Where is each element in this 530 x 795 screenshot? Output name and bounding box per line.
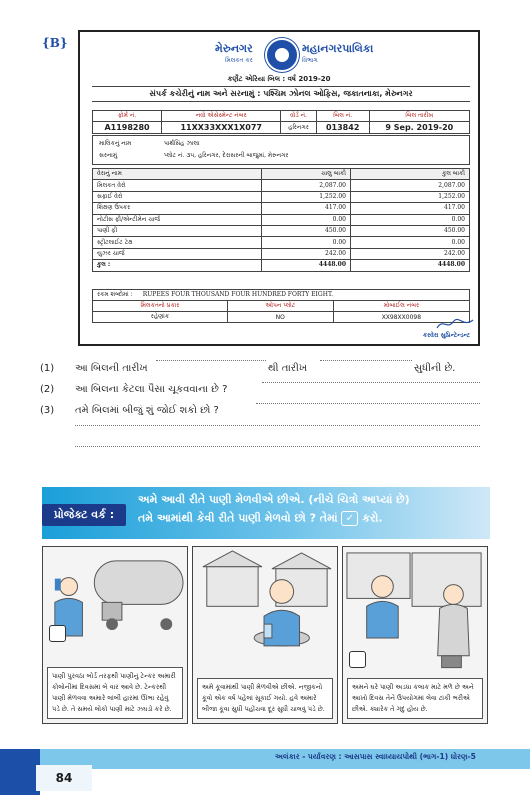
tax-header: વેરાનું નામ	[93, 169, 262, 180]
tax-table	[92, 168, 470, 272]
amount-in-words-value: RUPEES FOUR THOUSAND FOUR HUNDRED FORTY EIGHT.	[142, 291, 333, 298]
open-plot: NO	[227, 312, 333, 323]
bill-office-title: કર્ણેટ એરિયા બિલ : વર્ષ 2019-20	[227, 75, 331, 83]
question-1-part1: આ બિલની તારીખ	[75, 363, 148, 374]
panel-caption: અમે કૂવામાંથી પાણી મેળવીએ છીએ. નજીકનો કૂવો એક વર્ષ પહેલાં સૂકાઈ ગયો. હવે અમારે બીજા કૂવા સુધી પહોંચવા દૂર સુધી ચાલવું પડે છે.	[197, 678, 333, 719]
table-row	[93, 203, 470, 214]
question-1-part2: થી તારીખ	[268, 363, 308, 374]
choice-checkbox[interactable]	[49, 625, 66, 642]
ward-number: હરિનગર	[281, 122, 316, 134]
grid-header: મોબાઈલ નંબર	[333, 301, 469, 312]
tax-name: સ્ટ્રીટલાઈટ ટેક્ષ	[93, 237, 262, 248]
assessment-number: 11XX33XXX1X077	[162, 122, 281, 134]
tax-total: 1,252.00	[351, 191, 470, 202]
brand-left-sub: મિલકત કર	[225, 57, 253, 64]
table-row	[93, 225, 470, 236]
tax-name: શિક્ષણ ઉપકર	[93, 203, 262, 214]
bill-header-grid	[92, 110, 470, 134]
tick-icon: ✓	[341, 511, 358, 526]
bill-number: 013842	[316, 122, 369, 134]
project-line-1: અમે આવી રીતે પાણી મેળવીએ છીએ. (નીચે ચિત્રો આપ્યાં છે)	[138, 493, 410, 506]
owner-name-label: માલિકનું નામ	[99, 140, 132, 147]
owner-address-label: સરનામું	[99, 152, 118, 159]
answer-blank[interactable]	[75, 425, 480, 426]
tax-current: 417.00	[262, 203, 351, 214]
table-row-total	[93, 260, 470, 271]
grid-header: ફોર્મ નં.	[93, 111, 162, 122]
municipal-emblem-icon	[265, 38, 299, 72]
signature-title: કરવેરા સુપ્રિન્ટેન્ડન્ટ	[422, 332, 470, 339]
question-number: (2)	[40, 384, 55, 395]
grid-header: બિલ તારીખ	[369, 111, 469, 122]
tax-total: 2,087.00	[351, 180, 470, 191]
tax-name: યુઝર ચાર્જ	[93, 248, 262, 259]
brand-left-title: મેરુનગર	[215, 42, 253, 55]
picture-panel-tap	[342, 546, 488, 724]
picture-panel-well	[192, 546, 338, 724]
question-number: (3)	[40, 405, 55, 416]
tax-current: 4448.00	[262, 260, 351, 271]
tax-name: નોટીસ ફી/એન્ટીમેન ચાર્જ	[93, 214, 262, 225]
question-1-part3: સુધીની છે.	[414, 363, 456, 374]
contact-office: સંપર્ક કચેરીનું નામ અને સરનામું : પશ્ચિમ ઝોનલ ઓફિસ, જકાતનાકા, મેરુનગર	[92, 86, 470, 102]
tax-header: કુલ બાકી	[351, 169, 470, 180]
brand-right-sub: વિભાગ	[302, 57, 318, 64]
project-line-2	[138, 511, 383, 526]
project-line-2-end: કરો.	[362, 511, 383, 525]
project-line-2-text: તમે આમાંથી કેવી રીતે પાણી મેળવો છો ? તેમાં	[138, 511, 338, 525]
question-2-text: આ બિલના કેટલા પૈસા ચૂકવવાના છે ?	[75, 384, 228, 395]
answer-blank[interactable]	[320, 360, 412, 361]
answer-blank[interactable]	[256, 403, 480, 404]
question-3-text: તમે બિલમાં બીજું શું જોઈ શકો છો ?	[75, 405, 219, 416]
tax-name: સફાઈ વેરો	[93, 191, 262, 202]
tax-name: કુલ :	[93, 260, 262, 271]
owner-address-value: પ્લોટ નં. ૩૫, હરિનગર, દેરાસરની બાજુમાં, મેરુનગર	[164, 152, 289, 159]
bill-footer-grid	[92, 300, 470, 323]
form-number: A1198280	[93, 122, 162, 134]
answer-blank[interactable]	[156, 360, 266, 361]
property-tax-bill	[78, 30, 480, 346]
footer-book-title: અલંકાર - પર્યાવરણ : આસપાસ સ્વાધ્યાયપોથી (ભાગ-1) ધોરણ-5	[275, 752, 476, 761]
answer-blank[interactable]	[262, 382, 480, 383]
picture-panel-tanker	[42, 546, 188, 724]
page-number: 84	[36, 765, 92, 791]
grid-header: વોર્ડ નં.	[281, 111, 316, 122]
tax-total: 4448.00	[351, 260, 470, 271]
amount-in-words-label: રકમ શબ્દોમાં :	[97, 291, 133, 298]
tax-total: 0.00	[351, 237, 470, 248]
grid-header: બિલ નં.	[316, 111, 369, 122]
owner-name-value: પાર્થસિંહ ઝાલા	[164, 140, 200, 147]
tax-header: ચાલુ બાકી	[262, 169, 351, 180]
panel-caption: અમને ઘરે પાણી અડધા કલાક માટે મળે છે અને આખો દિવસ તેને ઉપયોગમાં લેવા ટાંકી ભરીએ છીએ. ક્યારેક તે ગંદું હોય છે.	[347, 678, 483, 719]
footer-accent	[0, 749, 40, 795]
answer-blank[interactable]	[75, 446, 480, 447]
tax-name: પાણી ફી	[93, 225, 262, 236]
choice-checkbox[interactable]	[349, 651, 366, 668]
property-type: રહેણાંક	[93, 312, 228, 323]
tax-current: 1,252.00	[262, 191, 351, 202]
grid-header: નવો એસેસ્મેન્ટ નંબર	[162, 111, 281, 122]
brand-right	[302, 42, 373, 65]
table-row	[93, 237, 470, 248]
tax-current: 2,087.00	[262, 180, 351, 191]
tax-total: 417.00	[351, 203, 470, 214]
grid-header: મિલકતનો પ્રકાર	[93, 301, 228, 312]
question-number: (1)	[40, 363, 55, 374]
project-label: પ્રોજેક્ટ વર્ક :	[42, 504, 126, 526]
table-row	[93, 214, 470, 225]
brand-left	[215, 42, 253, 65]
panel-caption: પાણી પુરવઠા બોર્ડ તરફથી પાણીનું ટેન્કર અમારી કોલોનીમાં દિવસમાં બે વાર આવે છે. ટેન્કરથી પાણી મેળવવા અમારે લાંબી હારમાં ઊભા રહેવું પડે છે. તે સમયે લોકો પાણી માટે ઝઘડો કરે છે.	[47, 667, 183, 719]
mobile-number: XX98XX0098	[333, 312, 469, 323]
tax-total: 450.00	[351, 225, 470, 236]
tax-current: 0.00	[262, 214, 351, 225]
grid-header: ઓપન પ્લોટ	[227, 301, 333, 312]
signature-icon	[435, 316, 475, 332]
owner-details	[92, 135, 470, 165]
tax-total: 0.00	[351, 214, 470, 225]
tax-total: 242.00	[351, 248, 470, 259]
table-row	[93, 248, 470, 259]
table-row	[93, 180, 470, 191]
table-row	[93, 191, 470, 202]
bill-date: 9 Sep. 2019-20	[369, 122, 469, 134]
tax-current: 242.00	[262, 248, 351, 259]
section-label: {B}	[42, 36, 68, 50]
tax-name: મિલકત વેરો	[93, 180, 262, 191]
tax-current: 0.00	[262, 237, 351, 248]
tax-current: 450.00	[262, 225, 351, 236]
brand-right-title: મહાનગરપાલિકા	[302, 42, 374, 55]
